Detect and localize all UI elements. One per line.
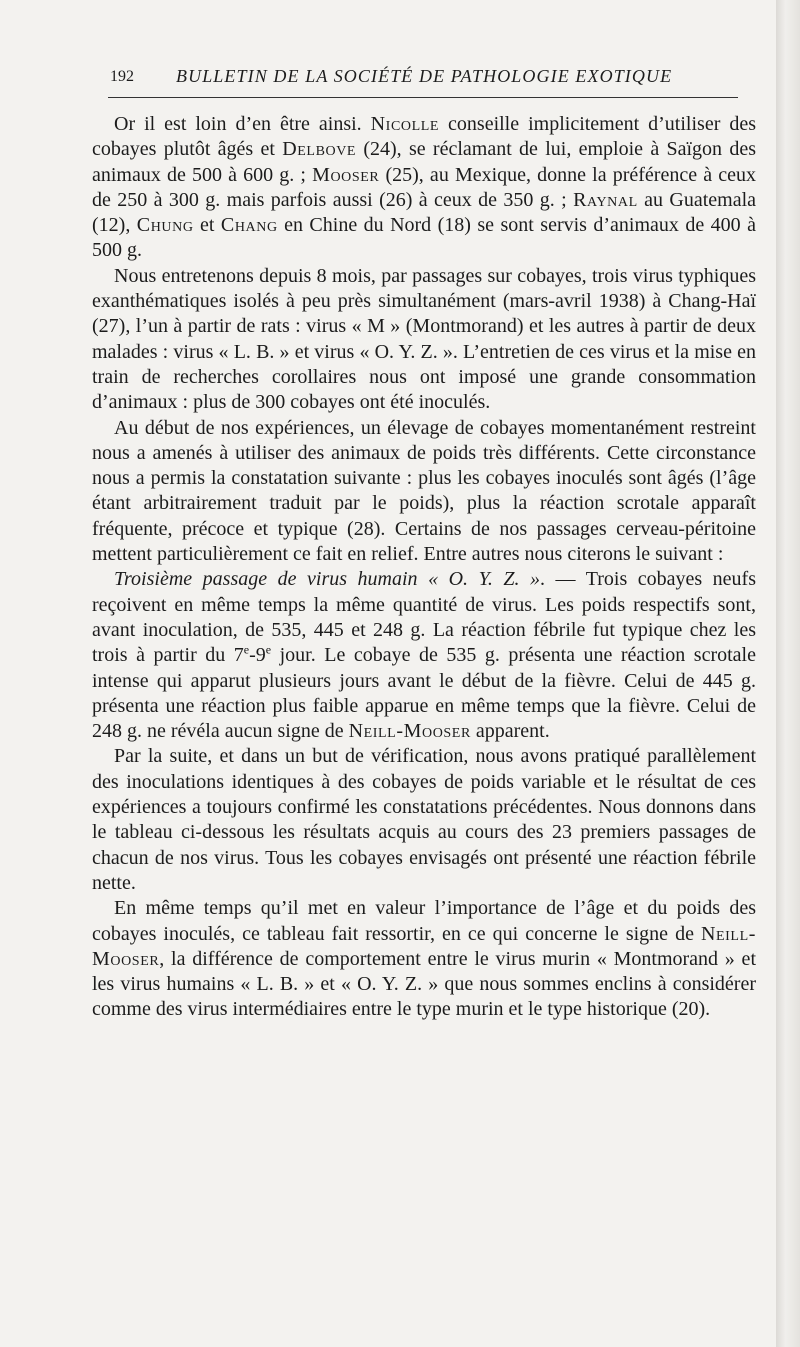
text-run: et <box>193 214 221 237</box>
text-run: (24), se réclamant de lui, emploie à Saïgon des animaux de 500 à 600 g. ; <box>92 138 757 186</box>
paragraph <box>92 744 756 896</box>
paragraph <box>92 112 756 264</box>
author-name: Nicolle <box>370 113 440 135</box>
article-body <box>92 112 756 1023</box>
author-name: Neill-Mooser <box>92 922 756 970</box>
text-run: En même temps qu’il met en valeur l’importance de l’âge et du poids des cobayes inoculés, ce tableau fait ressortir, en ce qui concerne le signe de <box>92 897 756 945</box>
text-run: e <box>243 642 250 657</box>
paragraph <box>92 896 756 1022</box>
text-run: (25), au Mexique, donne la préférence à ceux de 250 à 300 g. mais parfois aussi (26) à ceux de 350 g. ; <box>92 163 756 211</box>
author-name: Mooser <box>312 163 380 186</box>
header-rule <box>108 97 738 98</box>
text-run: Nous entretenons depuis 8 mois, par passages sur cobayes, trois virus typhiques exanthématiques isolés à peu près simultanément (mars-avril 1938) à Chang-Haï (27), l’un à partir de rats : virus « M » (Montmorand) et les autres à partir de deux malades : virus « L. B. » et virus « O. Y. Z. ». L’entretien de ces virus et la mise en train de recherches corollaires nous ont imposé une grande consommation d’animaux : plus de 300 cobayes ont été inoculés. <box>92 264 756 414</box>
page-header <box>110 64 740 94</box>
paragraph <box>92 567 756 744</box>
text-run: . — Trois cobayes neufs reçoivent en même temps la même quantité de virus. Les poids respectifs sont, avant inoculation, de 535, 445 et 248 g. La réaction fébrile fut typique chez les trois à partir du 7 <box>92 568 757 667</box>
text-run: en Chine du Nord (18) se sont servis d’animaux de 400 à 500 g. <box>92 214 756 262</box>
text-run: apparent. <box>470 720 550 743</box>
text-run: , la différence de comportement entre le virus murin « Montmorand » et les virus humains « L. B. » et « O. Y. Z. » que nous sommes enclins à considérer comme des virus intermédiaires entre le type murin et le type historique (20). <box>92 947 756 1021</box>
author-name: Neill-Mooser <box>348 720 471 743</box>
page-number: 192 <box>110 68 134 85</box>
author-name: Raynal <box>573 188 638 211</box>
text-run: -9 <box>249 644 266 667</box>
text-run: e <box>265 642 272 657</box>
paragraph <box>92 264 756 416</box>
running-title: BULLETIN DE LA SOCIÉTÉ DE PATHOLOGIE EXOTIQUE <box>176 66 673 86</box>
text-run: jour. Le cobaye de 535 g. présenta une réaction scrotale intense qui apparut plusieurs jours avant le début de la fièvre. Celui de 445 g. présenta une réaction plus faible apparue en même temps que la fièvre. Celui de 248 g. ne révéla aucun signe de <box>92 644 756 743</box>
author-name: Chang <box>220 214 278 237</box>
italic-heading: Troisième passage de virus humain « O. Y. Z. » <box>114 568 541 591</box>
text-run: Or il est loin d’en être ainsi. <box>114 113 371 135</box>
text-run: Au début de nos expériences, un élevage de cobayes momentanément restreint nous a amenés à utiliser des animaux de poids très différents. Cette circonstance nous a permis la constatation suivante : plus les cobayes inoculés sont âgés (l’âge étant arbitrairement traduit par le poids), plus la réaction scrotale apparaît fréquente, précoce et typique (28). Certains de nos passages cerveau-péritoine mettent particulièrement ce fait en relief. Entre autres nous citerons le suivant : <box>92 416 756 566</box>
paragraph <box>92 416 756 568</box>
author-name: Delbove <box>282 138 357 161</box>
text-run: au Guatemala (12), <box>92 188 756 237</box>
text-run: conseille implicitement d’utiliser des cobayes plutôt âgés et <box>92 113 756 161</box>
page-edge-shadow <box>776 0 800 1347</box>
text-run: Par la suite, et dans un but de vérification, nous avons pratiqué parallèlement des inoculations identiques à des cobayes de poids variable et le résultat de ces expériences a toujours confirmé les constatations précédentes. Nous donnons dans le tableau ci-dessous les résultats acquis au cours des 23 premiers passages de chacun de nos virus. Tous les cobayes envisagés ont présenté une réaction fébrile nette. <box>92 745 756 894</box>
author-name: Chung <box>136 214 194 237</box>
